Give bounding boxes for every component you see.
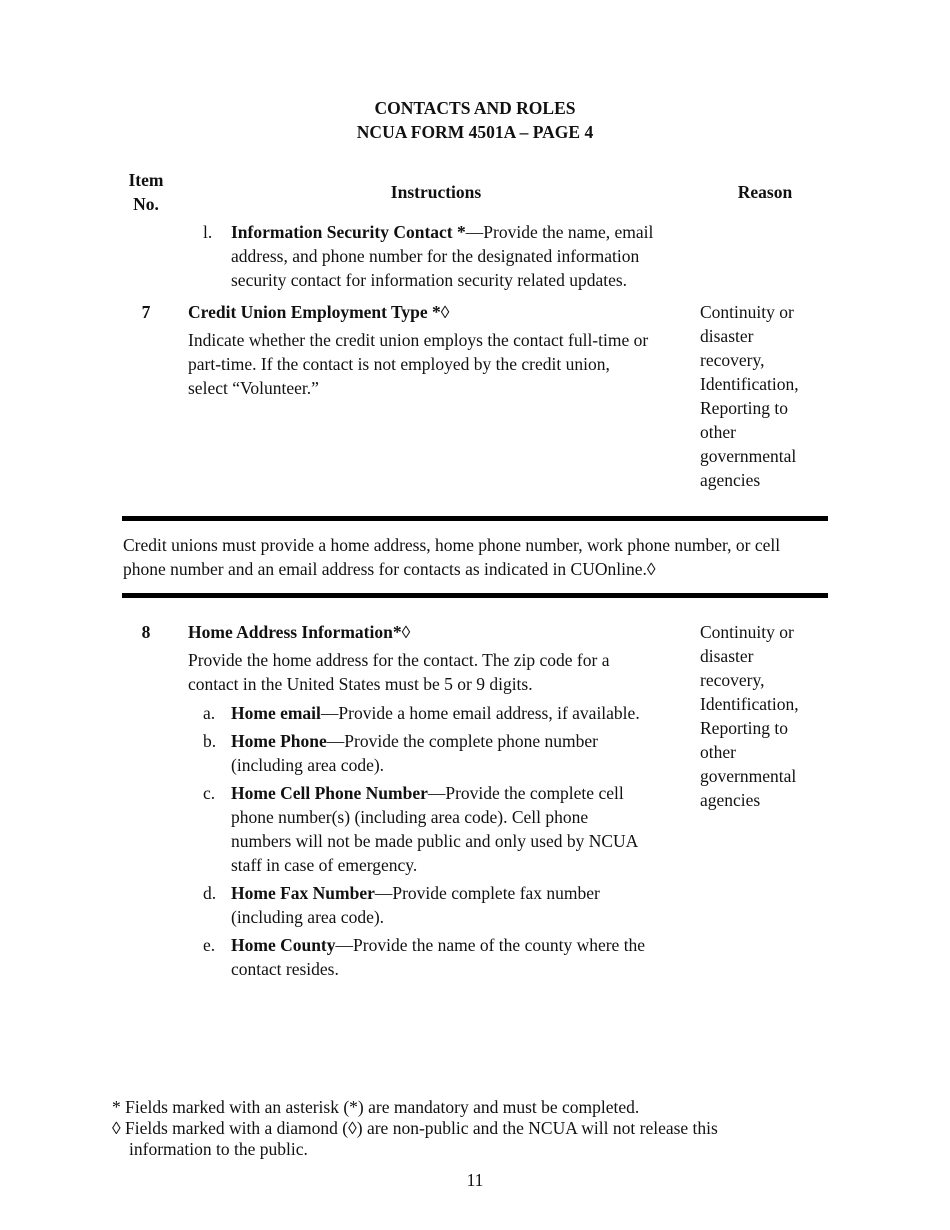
subitem-bold: Home Phone [231, 731, 327, 751]
subitem-line: (including area code). [231, 755, 385, 775]
subitem-letter: a. [203, 703, 216, 723]
page-title-line2: NCUA FORM 4501A – PAGE 4 [356, 122, 594, 142]
item-7-reason-line: agencies [700, 470, 761, 490]
item-l-line3: security contact for information security related updates. [231, 270, 628, 290]
item-7-reason-line: Reporting to [700, 398, 788, 418]
subitem-a [231, 701, 691, 725]
item-l-text [231, 220, 701, 292]
item-8-desc-line2: contact in the United States must be 5 or 9 digits. [188, 674, 533, 694]
item-7-desc-line1: Indicate whether the credit union employs the contact full-time or [188, 330, 649, 350]
item-8-header [188, 620, 688, 696]
subitem-bold: Home Fax Number [231, 883, 375, 903]
subitem-line: —Provide the complete phone number [326, 731, 598, 751]
notice-line1: Credit unions must provide a home address, home phone number, work phone number, or cell [123, 535, 781, 555]
item-7-reason-line: governmental [700, 446, 797, 466]
footnote-diamond-line2: information to the public. [129, 1139, 308, 1159]
item-7-reason-line: Identification, [700, 374, 799, 394]
column-header-reason: Reason [737, 182, 793, 202]
subitem-bold: Home County [231, 935, 336, 955]
notice-text [123, 533, 833, 581]
item-8-reason-line: Continuity or [700, 622, 794, 642]
item-8-reason-line: Identification, [700, 694, 799, 714]
subitem-line: —Provide a home email address, if available. [320, 703, 640, 723]
item-7-content [188, 300, 688, 400]
subitem-line: —Provide complete fax number [374, 883, 600, 903]
column-header-item [116, 168, 176, 216]
item-l-bold: Information Security Contact * [231, 222, 466, 242]
subitem-bold: Home email [231, 703, 321, 723]
page-title-line1: CONTACTS AND ROLES [374, 98, 576, 118]
subitem-line: —Provide the complete cell [427, 783, 624, 803]
column-header-instructions: Instructions [390, 182, 482, 202]
item-8-desc-line1: Provide the home address for the contact. The zip code for a [188, 650, 610, 670]
item-8-reason-line: governmental [700, 766, 797, 786]
item-l-line2: address, and phone number for the designated information [231, 246, 640, 266]
subitem-line: —Provide the name of the county where the [335, 935, 646, 955]
subitem-d [231, 881, 691, 929]
item-8-reason-line: recovery, [700, 670, 765, 690]
subitem-e [231, 933, 691, 981]
subitem-bold: Home Cell Phone Number [231, 783, 428, 803]
subitem-c [231, 781, 691, 877]
subitem-b [231, 729, 691, 777]
item-7-reason-line: other [700, 422, 736, 442]
subitem-line: phone number(s) (including area code). Cell phone [231, 807, 589, 827]
item-7-title: Credit Union Employment Type *◊ [188, 302, 450, 322]
notice-line2: phone number and an email address for contacts as indicated in CUOnline.◊ [123, 559, 656, 579]
subitem-line: staff in case of emergency. [231, 855, 418, 875]
item-7-desc-line2: part-time. If the contact is not employed by the credit union, [188, 354, 610, 374]
column-header-item-line1: Item [128, 170, 164, 190]
item-8-reason-line: other [700, 742, 736, 762]
item-7-reason-line: disaster [700, 326, 754, 346]
item-7-number: 7 [141, 302, 151, 322]
subitem-line: contact resides. [231, 959, 339, 979]
subitem-letter: d. [203, 883, 217, 903]
item-7-reason-line: Continuity or [700, 302, 794, 322]
footnote-diamond-line1: ◊ Fields marked with a diamond (◊) are non-public and the NCUA will not release this [112, 1118, 718, 1138]
item-7-reason [700, 300, 830, 492]
column-header-item-line2: No. [133, 194, 159, 214]
subitem-letter: e. [203, 935, 216, 955]
item-7-reason-line: recovery, [700, 350, 765, 370]
item-l-line1: —Provide the name, email [465, 222, 654, 242]
item-8-reason [700, 620, 830, 812]
item-l-letter: l. [203, 222, 213, 242]
subitem-line: (including area code). [231, 907, 385, 927]
item-7-desc-line3: select “Volunteer.” [188, 378, 319, 398]
divider-bottom [122, 593, 828, 598]
subitem-letter: b. [203, 731, 217, 751]
item-8-reason-line: disaster [700, 646, 754, 666]
item-8-number: 8 [141, 622, 151, 642]
divider-top [122, 516, 828, 521]
subitem-line: numbers will not be made public and only used by NCUA [231, 831, 639, 851]
item-8-reason-line: Reporting to [700, 718, 788, 738]
page-number: 11 [466, 1170, 484, 1190]
footnote-asterisk: * Fields marked with an asterisk (*) are mandatory and must be completed. [112, 1097, 640, 1117]
item-8-title: Home Address Information*◊ [188, 622, 411, 642]
subitem-letter: c. [203, 783, 216, 803]
item-8-reason-line: agencies [700, 790, 761, 810]
